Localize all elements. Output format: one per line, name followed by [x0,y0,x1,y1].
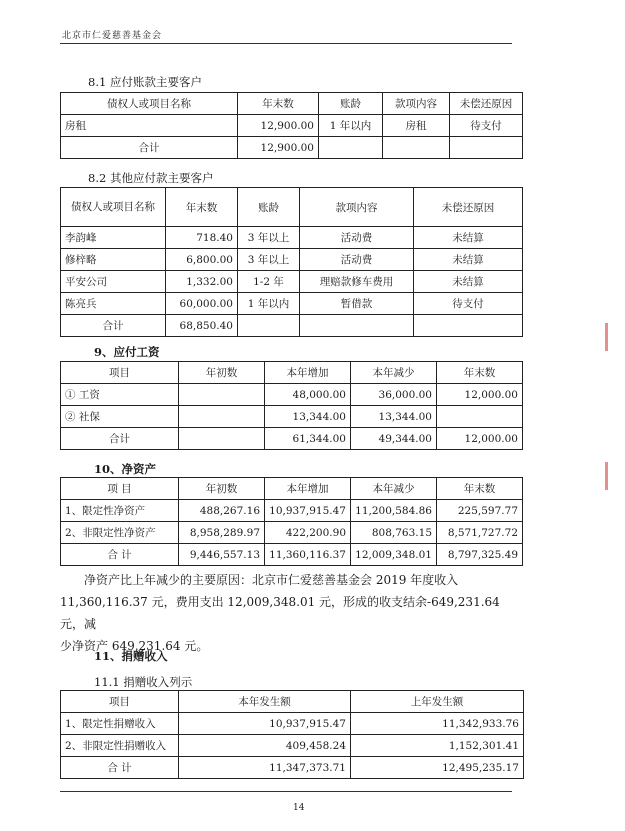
table-row [61,227,523,249]
table-header-row [61,93,523,115]
table-cell: 60,000.00 [166,293,238,315]
total-row [61,428,523,450]
table-cell: 1、限定性捐赠收入 [61,713,179,735]
header-cell: 本年发生额 [179,691,351,713]
table-cell: 1,332.00 [166,271,238,293]
table-cell: 48,000.00 [265,384,351,406]
header-cell: 项 目 [61,478,179,500]
table-cell: 11,360,116.37 [265,544,351,566]
table-cell: 10,937,915.47 [265,500,351,522]
table-cell: 平安公司 [61,271,166,293]
table-cell [179,384,265,406]
table-cell: 36,000.00 [351,384,437,406]
table-cell: 68,850.40 [166,315,238,337]
section-9-title: 9、应付工资 [94,345,160,359]
table-row [61,293,523,315]
total-row [61,757,524,779]
table-cell [179,406,265,428]
table-cell: 3 年以上 [238,227,300,249]
table-cell: 未结算 [414,271,523,293]
table-cell [414,315,523,337]
table-cell: 12,009,348.01 [351,544,437,566]
table-cell: 718.40 [166,227,238,249]
table-cell: 11,347,373.71 [179,757,351,779]
section-8-1-title: 8.1 应付账款主要客户 [88,75,202,89]
table-header-row [61,188,523,227]
table-cell: 修梓略 [61,249,166,271]
table-row [61,271,523,293]
table-row [61,735,524,757]
table-cell: 合计 [61,137,238,159]
total-row [61,544,523,566]
table-cell: 61,344.00 [265,428,351,450]
table-cell: 13,344.00 [351,406,437,428]
table-row [61,249,523,271]
table-cell: 8,958,289.97 [179,522,265,544]
table-cell: 活动费 [300,249,414,271]
page-number: 14 [293,803,305,813]
red-seal-edge-mark [605,462,608,490]
table-cell: 合计 [61,428,179,450]
table-cell [300,315,414,337]
table-cell: 未结算 [414,249,523,271]
table-header-row [61,478,523,500]
header-cell: 项目 [61,691,179,713]
table-cell [383,137,450,159]
table-cell: 暂借款 [300,293,414,315]
header-cell: 本年减少 [351,362,437,384]
table-cell [450,137,523,159]
table-cell: 808,763.15 [351,522,437,544]
table-cell: 409,458.24 [179,735,351,757]
table-header-row [61,362,523,384]
header-rule [60,43,512,44]
header-cell: 上年发生额 [351,691,524,713]
table-row [61,500,523,522]
table-cell: 11,200,584.86 [351,500,437,522]
table-cell: 合 计 [61,544,179,566]
table-cell: 合 计 [61,757,179,779]
table-cell: 待支付 [414,293,523,315]
table-cell: 1 年以内 [238,293,300,315]
header-cell: 账龄 [319,93,383,115]
table-cell: 9,446,557.13 [179,544,265,566]
table-cell: 2、非限定性净资产 [61,522,179,544]
table-cell: 13,344.00 [265,406,351,428]
table-cell: 活动费 [300,227,414,249]
table-cell: 12,000.00 [437,428,523,450]
table-cell: 1-2 年 [238,271,300,293]
table-cell: 理赔款修车费用 [300,271,414,293]
table-cell: ② 社保 [61,406,179,428]
red-seal-edge-mark [605,323,608,351]
header-cell: 项目 [61,362,179,384]
header-cell: 债权人或项目名称 [61,93,238,115]
table-row [61,115,523,137]
table-cell: 12,000.00 [437,384,523,406]
document-header: 北京市仁爱慈善基金会 [62,31,163,41]
header-cell: 年末数 [437,362,523,384]
table-cell: 12,900.00 [238,137,319,159]
header-cell: 账龄 [238,188,300,227]
donation-income-table [60,690,524,779]
header-cell: 年末数 [437,478,523,500]
table-cell: ① 工资 [61,384,179,406]
other-payables-table [60,187,523,337]
table-cell: 未结算 [414,227,523,249]
table-cell: 1 年以内 [319,115,383,137]
table-cell: 10,937,915.47 [179,713,351,735]
wages-payable-table [60,361,523,450]
table-cell: 房租 [383,115,450,137]
table-cell: 488,267.16 [179,500,265,522]
table-cell: 合计 [61,315,166,337]
payables-table [60,92,523,159]
header-cell: 年末数 [238,93,319,115]
header-cell: 本年减少 [351,478,437,500]
header-cell: 债权人或项目名称 [61,188,166,227]
table-cell: 陈亮兵 [61,293,166,315]
table-cell: 2、非限定性捐赠收入 [61,735,179,757]
header-cell: 年末数 [166,188,238,227]
table-cell: 49,344.00 [351,428,437,450]
header-cell: 未偿还原因 [414,188,523,227]
paragraph-line: 少净资产 649,231.64 元。 [60,639,209,653]
table-row [61,713,524,735]
section-11-title: 11、捐赠收入 [94,649,168,663]
header-cell: 年初数 [179,478,265,500]
header-cell: 未偿还原因 [450,93,523,115]
header-cell: 年初数 [179,362,265,384]
section-11-1-title: 11.1 捐赠收入列示 [94,675,193,689]
table-cell: 李韵峰 [61,227,166,249]
table-cell: 225,597.77 [437,500,523,522]
paragraph-line: 11,360,116.37 元，费用支出 12,009,348.01 元，形成的收支结余-649,231.64 元，减 [60,595,500,631]
header-cell: 款项内容 [300,188,414,227]
table-cell: 8,797,325.49 [437,544,523,566]
table-cell [437,406,523,428]
table-cell: 11,342,933.76 [351,713,524,735]
table-cell [238,315,300,337]
section-8-2-title: 8.2 其他应付款主要客户 [88,171,214,185]
table-cell: 1,152,301.41 [351,735,524,757]
header-cell: 款项内容 [383,93,450,115]
footer-rule [60,791,512,792]
table-cell [179,428,265,450]
table-cell: 422,200.90 [265,522,351,544]
table-row [61,384,523,406]
section-10-title: 10、净资产 [94,462,157,476]
table-cell: 6,800.00 [166,249,238,271]
table-row [61,522,523,544]
total-row [61,137,523,159]
table-cell: 12,900.00 [238,115,319,137]
table-header-row [61,691,524,713]
table-cell: 12,495,235.17 [351,757,524,779]
table-cell: 房租 [61,115,238,137]
header-cell: 本年增加 [265,362,351,384]
net-assets-explanation [60,569,520,657]
header-cell: 本年增加 [265,478,351,500]
paragraph-line: 净资产比上年减少的主要原因：北京市仁爱慈善基金会 2019 年度收入 [84,573,459,587]
net-assets-table [60,477,523,566]
table-cell: 待支付 [450,115,523,137]
table-cell: 1、限定性净资产 [61,500,179,522]
total-row [61,315,523,337]
table-row [61,406,523,428]
table-cell: 8,571,727.72 [437,522,523,544]
table-cell [319,137,383,159]
table-cell: 3 年以上 [238,249,300,271]
